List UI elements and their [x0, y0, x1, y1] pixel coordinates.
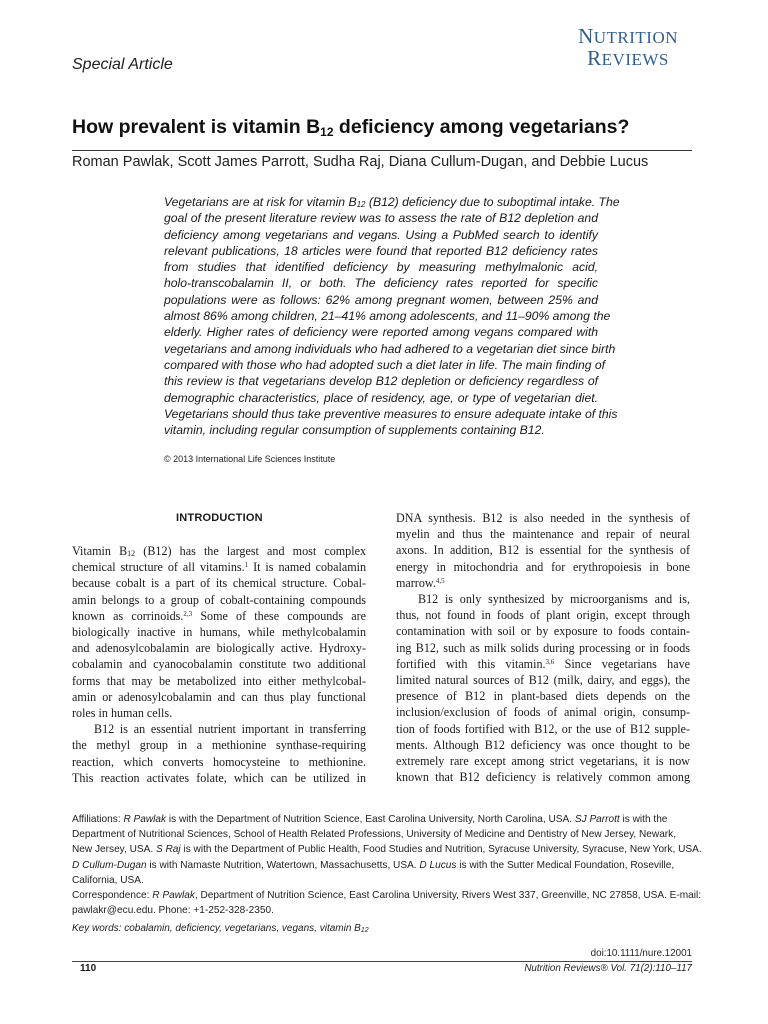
- affiliation-line: Department of Nutritional Sciences, School of Health Related Professions, University of Medicine and Dentistry of New Jersey, Newark,: [72, 829, 677, 841]
- abstract-line: almost 86% among children, 21–41% among adolescents, and 11–90% among the: [164, 309, 611, 324]
- abstract-line: this review is that vegetarians develop B12 depletion or deficiency regardless of: [164, 374, 598, 389]
- author-name: D Lucus: [419, 859, 457, 871]
- body-line: tion of foods fortified with B12, or the use of B12 supple-: [396, 721, 690, 736]
- correspondence: [72, 888, 702, 918]
- reference-superscript: 4,5: [435, 576, 445, 585]
- body-line: because cobalt is a part of its chemical structure. Cobal-: [72, 576, 366, 591]
- body-column-right: [396, 510, 690, 785]
- body-line: B12 is an essential nutrient important in transferring: [94, 722, 366, 737]
- section-label: Special Article: [72, 56, 173, 73]
- logo-text-eviews: EVIEWS: [601, 50, 669, 69]
- abstract-line: populations were as follows: 62% among pregnant women, between 25% and: [164, 292, 598, 307]
- logo-cap-r: R: [587, 46, 602, 70]
- affiliation-text: is with the: [619, 814, 668, 825]
- body-line: amin belongs to a group of cobalt-containing compounds: [72, 592, 366, 607]
- body-column-left: [72, 543, 366, 786]
- body-line: biologically inactive in humans, while methylcobalamin: [72, 625, 366, 640]
- body-line: DNA synthesis. B12 is also needed in the synthesis of: [396, 511, 690, 525]
- subscript: 12: [127, 549, 136, 558]
- body-line: extremely rare except among strict vegetarians, it is now: [396, 754, 690, 769]
- abstract-line: [164, 194, 620, 210]
- affiliations: [72, 812, 702, 888]
- article-title: [72, 116, 712, 139]
- footer-divider: [72, 961, 692, 962]
- body-line: [396, 575, 690, 591]
- abstract-line: goal of the present literature review was to assess the rate of B12 depletion and: [164, 211, 598, 226]
- page-number: 110: [80, 963, 97, 974]
- body-text: It is named cobalamin: [248, 560, 367, 575]
- body-text: known as corrinoids.: [72, 608, 184, 623]
- body-text: fortified with this vitamin.: [396, 656, 546, 671]
- title-divider: [72, 150, 692, 151]
- body-line: amin or adenosylcobalamin and can thus play functional: [72, 689, 366, 704]
- correspondence-label: Correspondence:: [72, 890, 153, 901]
- correspondence-text: , Department of Nutrition Science, East Carolina University, Rivers West 337, Greenville, NC 27858, USA. E-mail:: [194, 890, 702, 901]
- abstract-line: elderly. Higher rates of deficiency were reported among vegans compared with: [164, 325, 598, 340]
- abstract-text: (B12) deficiency due to suboptimal intake. The: [365, 195, 620, 209]
- body-line: inclusion/exclusion of foods of animal origin, consump-: [396, 705, 690, 720]
- affiliation-text: is with the Sutter Medical Foundation, Roseville,: [456, 859, 675, 871]
- abstract-line: vitamin, including regular consumption of supplements containing B12.: [164, 423, 545, 438]
- body-line: This reaction activates folate, which can be utilized in: [72, 770, 366, 785]
- body-text: marrow.: [396, 575, 436, 590]
- body-line: ing B12, such as milk solids during processing or in foods: [396, 640, 690, 655]
- body-line: myelin and thus the maintenance and repair of neural: [396, 527, 690, 542]
- reference-superscript: 1: [244, 561, 249, 570]
- affiliation-line: California, USA.: [72, 874, 144, 886]
- body-line: ments. Although B12 deficiency was once thought to be: [396, 737, 690, 752]
- abstract-line: relevant publications, 18 articles were found that reported B12 deficiency rates: [164, 243, 598, 258]
- author-name: S Raj: [155, 844, 181, 856]
- abstract-line: Vegetarians should thus take preventive measures to ensure adequate intake of this: [164, 406, 618, 421]
- affiliation-line: [72, 842, 702, 857]
- abstract-line: vegetarians and among individuals who had adhered to a vegetarian diet since birth: [164, 341, 616, 356]
- title-part-1: How prevalent is vitamin B: [72, 116, 321, 138]
- body-line: presence of B12 in plant-based diets depends on the: [396, 689, 690, 704]
- abstract-subscript: 12: [356, 200, 366, 209]
- body-line: [72, 608, 366, 624]
- abstract-line: holo-transcobalamin II, or both. The deficiency rates reported for specific: [164, 276, 598, 291]
- logo-text-utrition: UTRITION: [593, 28, 678, 47]
- author-name: R Pawlak: [152, 890, 195, 901]
- abstract-line: demographic characteristics, place of residency, age, or type of vegetarian diet.: [164, 390, 598, 405]
- body-text: Some of these compounds are: [192, 608, 366, 623]
- abstract: [164, 194, 620, 438]
- body-line: [72, 559, 366, 575]
- body-line: axons. In addition, B12 is essential for the synthesis of: [396, 543, 690, 558]
- body-line: energy in mitochondria and for erythropoiesis in bone: [396, 559, 690, 574]
- body-text: Since vegetarians have: [554, 656, 690, 671]
- body-line: [72, 543, 366, 559]
- affiliations-label: Affiliations:: [72, 814, 124, 825]
- affiliation-line: [72, 812, 702, 827]
- affiliation-line: [72, 858, 702, 873]
- body-line: B12 is only synthesized by microorganisms and is,: [418, 592, 690, 607]
- affiliation-text: is with the Department of Public Health, Food Studies and Nutrition, Syracuse University, Syracuse, New York, USA.: [180, 844, 702, 856]
- body-line: and adenosylcobalamin are biologically active. Hydroxy-: [72, 641, 366, 656]
- author-name: R Pawlak: [123, 814, 167, 825]
- body-line: forms that may be metabolized into either methylcobal-: [72, 673, 366, 688]
- body-line: reaction, which converts homocysteine to methionine.: [72, 754, 366, 769]
- journal-citation: Nutrition Reviews® Vol. 71(2):110–117: [524, 963, 692, 974]
- affiliation-text: New Jersey, USA.: [72, 844, 156, 856]
- copyright-notice: © 2013 International Life Sciences Institute: [164, 454, 336, 464]
- title-part-2: deficiency among vegetarians?: [333, 116, 630, 138]
- introduction-heading: INTRODUCTION: [176, 512, 263, 524]
- body-line: known that B12 deficiency is relatively common among: [396, 770, 690, 785]
- body-line: [396, 656, 690, 672]
- abstract-line: from studies that identified deficiency by measuring methylmalonic acid,: [164, 260, 598, 275]
- logo-cap-n: N: [578, 24, 594, 48]
- body-line: roles in human cells.: [72, 706, 173, 721]
- affiliation-text: is with the Department of Nutrition Science, East Carolina University, North Carolina, USA.: [166, 814, 575, 825]
- doi: doi:10.1111/nure.12001: [590, 948, 692, 959]
- body-line: thus, not found in foods of plant origin, except through: [396, 608, 690, 623]
- abstract-text: Vegetarians are at risk for vitamin B: [164, 195, 357, 209]
- body-line: cobalamin and cyanocobalamin constitute two additional: [72, 657, 366, 672]
- keywords-subscript: 12: [360, 927, 369, 934]
- correspondence-line: [72, 888, 702, 903]
- body-line: contamination with soil or by exposure to foods contain-: [396, 624, 690, 639]
- body-text: Vitamin B: [72, 544, 128, 558]
- keywords: [72, 923, 369, 934]
- keywords-text: Key words: cobalamin, deficiency, vegetarians, vegans, vitamin B: [72, 923, 361, 934]
- reference-superscript: 3,6: [545, 657, 555, 666]
- body-line: limited natural sources of B12 (milk, dairy, and eggs), the: [396, 673, 690, 688]
- author-name: SJ Parrott: [574, 814, 620, 825]
- reference-superscript: 2,3: [183, 609, 193, 618]
- body-line: the methyl group in a methionine synthase-requiring: [72, 738, 366, 753]
- journal-logo: [578, 26, 678, 69]
- author-name: D Cullum-Dugan: [72, 859, 147, 871]
- body-text: chemical structure of all vitamins.: [72, 560, 245, 575]
- author-list: Roman Pawlak, Scott James Parrott, Sudha Raj, Diana Cullum-Dugan, and Debbie Lucus: [72, 154, 649, 170]
- affiliation-text: is with Namaste Nutrition, Watertown, Massachusetts, USA.: [146, 859, 420, 871]
- abstract-line: compared with those who had adopted such a diet later in life. The main finding of: [164, 357, 606, 372]
- abstract-line: deficiency among vegetarians and vegans. Using a PubMed search to identify: [164, 227, 598, 242]
- body-text: (B12) has the largest and most complex: [135, 544, 367, 558]
- title-subscript: 12: [320, 125, 334, 139]
- correspondence-line: pawlakr@ecu.edu. Phone: +1-252-328-2350.: [72, 905, 274, 917]
